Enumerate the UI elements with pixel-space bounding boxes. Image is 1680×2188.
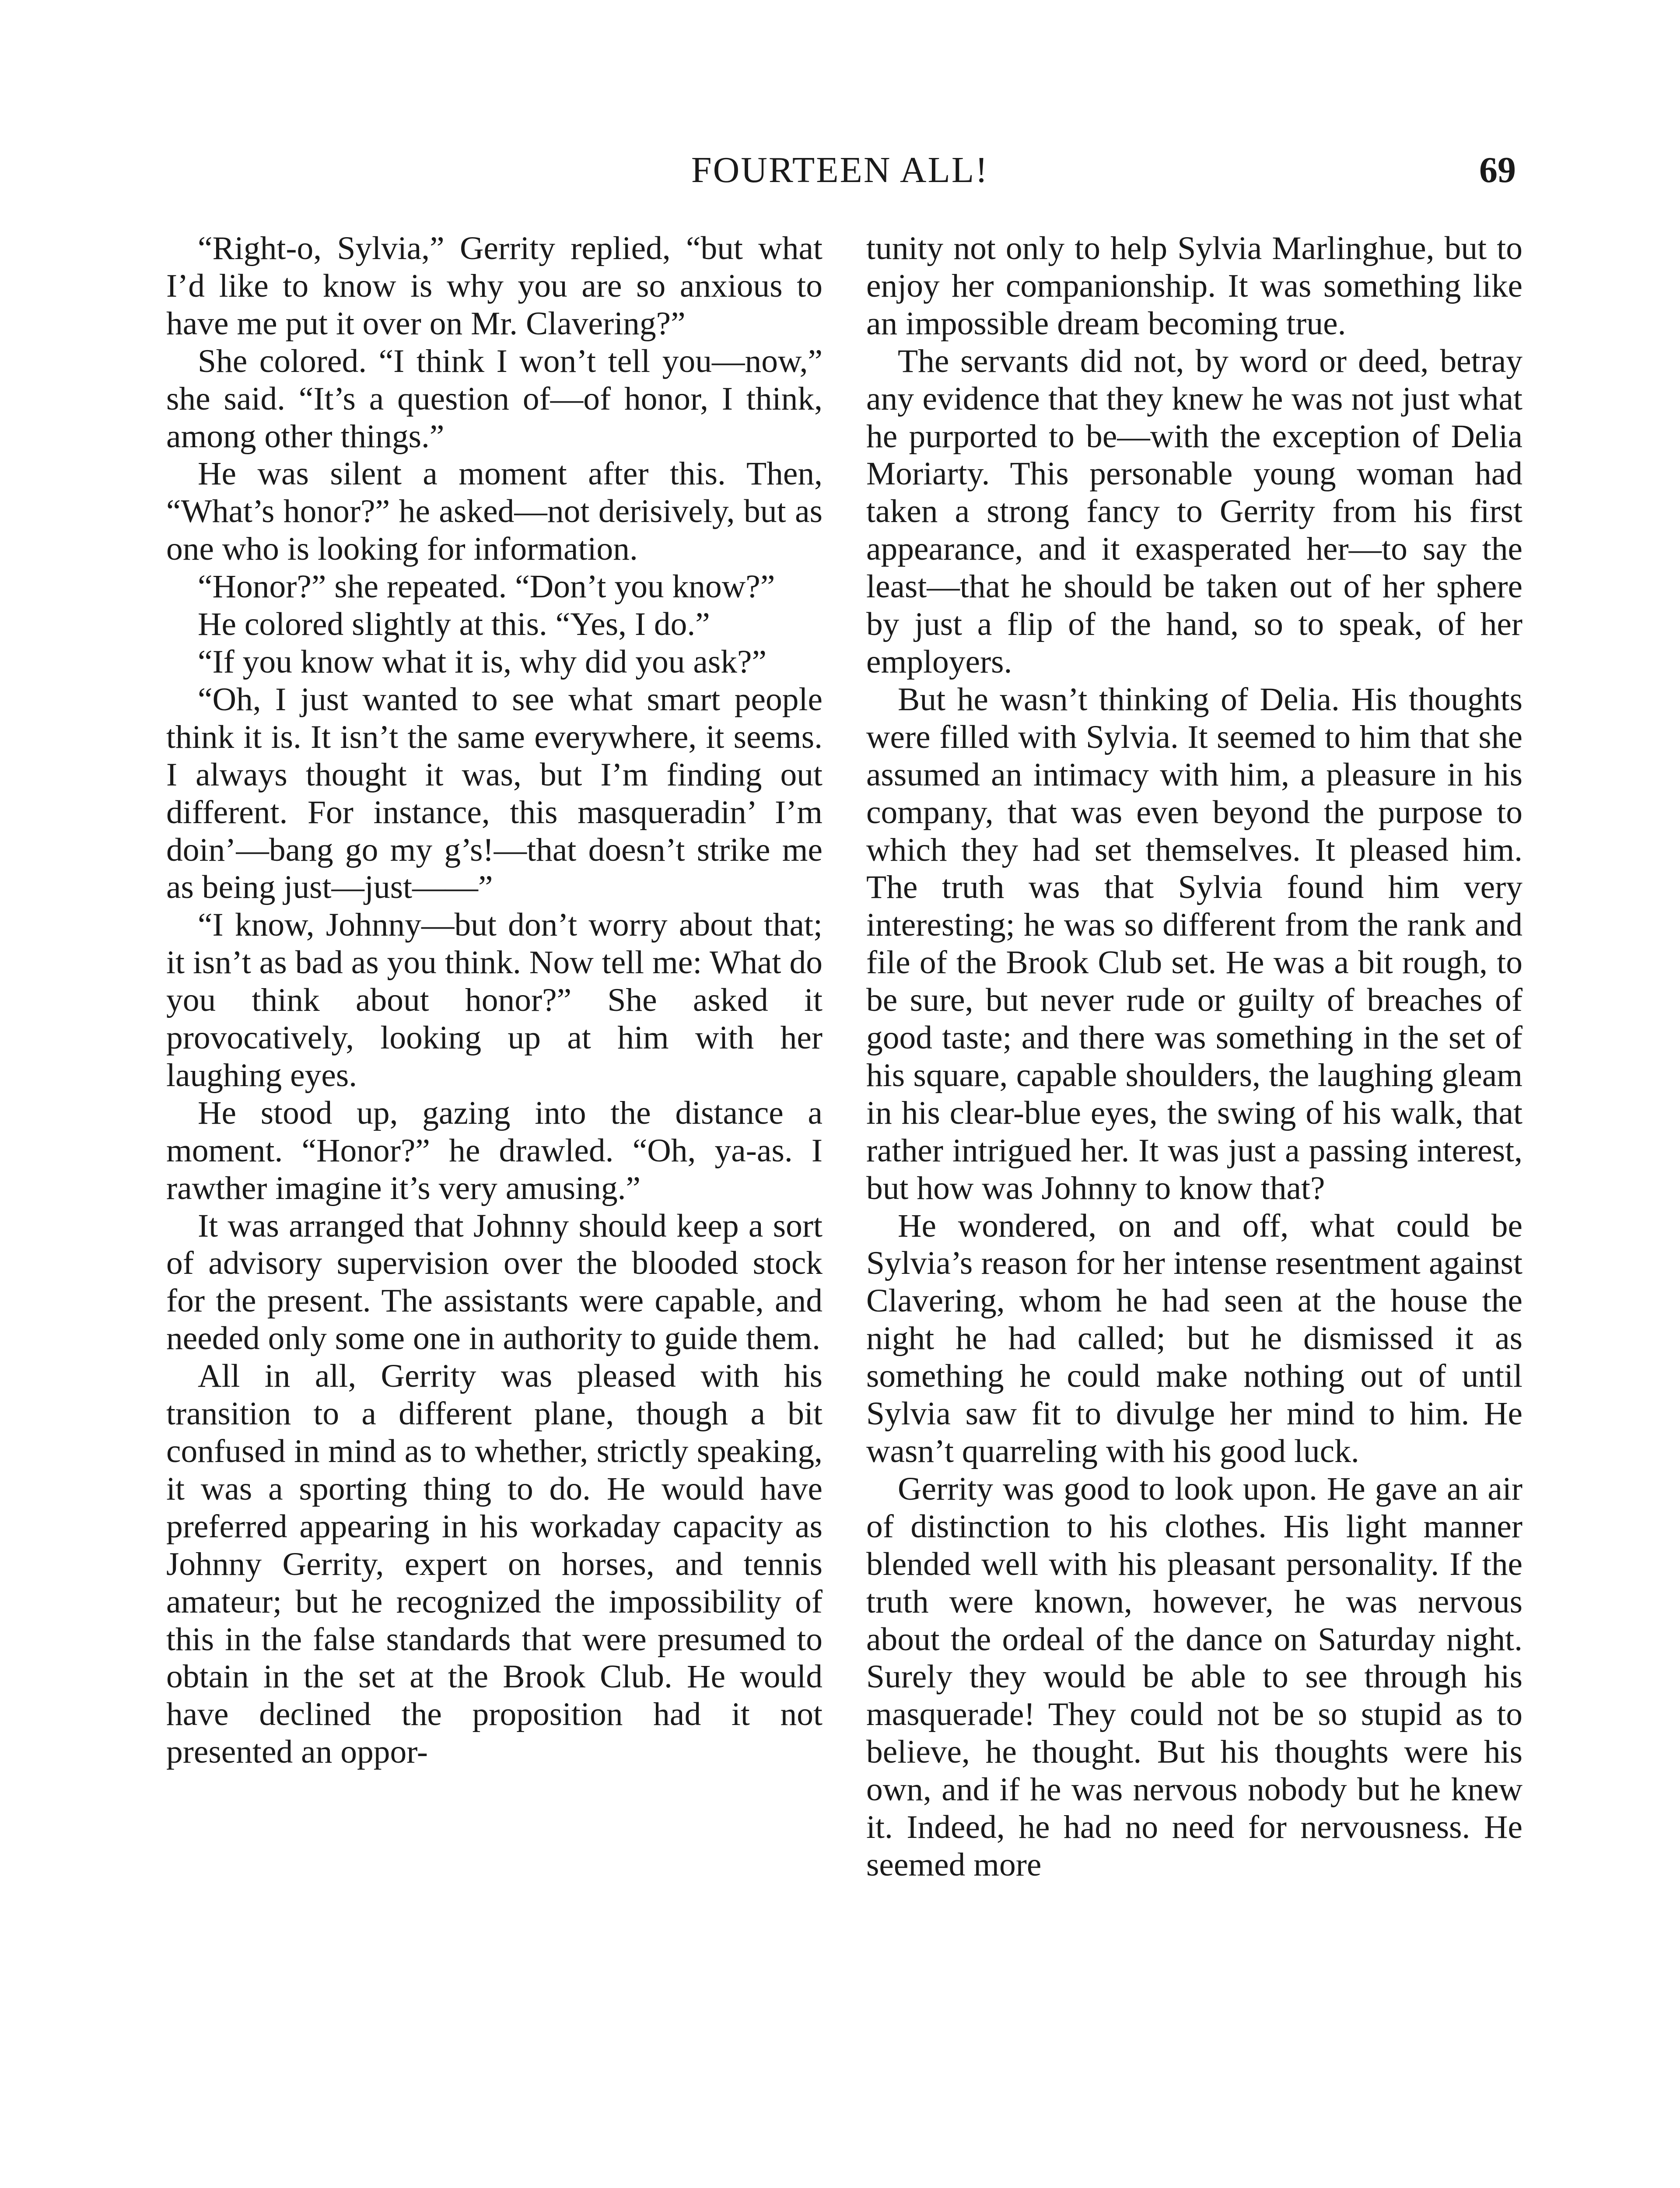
paragraph: “Oh, I just wanted to see what smart people think it is. It isn’t the same everywhere, it seems. I always thought it was, but I’m finding out different. For instance, this masqueradin’ I’m doin’—bang go my g’s!—that doesn’t strike me as being just—just——” bbox=[166, 681, 822, 906]
paragraph: He wondered, on and off, what could be Sylvia’s reason for her intense resentment against Clavering, whom he had seen at the house the night he had called; but he dismissed it as something he could make nothing out of until Sylvia saw fit to divulge her mind to him. He wasn’t quarreling with his good luck. bbox=[866, 1207, 1522, 1469]
paragraph: It was arranged that Johnny should keep a sort of advisory supervision over the blooded stock for the present. The assistants were capable, and needed only some one in authority to guide them. bbox=[166, 1207, 822, 1357]
paragraph: “I know, Johnny—but don’t worry about that; it isn’t as bad as you think. Now tell me: What do you think about honor?” She asked it provocatively, looking up at him with her laughing eyes. bbox=[166, 907, 822, 1094]
paragraph: “If you know what it is, why did you ask?” bbox=[198, 643, 767, 680]
paragraph: He colored slightly at this. “Yes, I do.” bbox=[198, 606, 710, 643]
paragraph-continuation: tunity not only to help Sylvia Marlinghue, but to enjoy her companionship. It was something like an impossible dream becoming true. bbox=[866, 230, 1522, 342]
paragraph: “Right-o, Sylvia,” Gerrity replied, “but what I’d like to know is why you are so anxious to have me put it over on Mr. Clavering?” bbox=[166, 230, 822, 342]
paragraph: He stood up, gazing into the distance a moment. “Honor?” he drawled. “Oh, ya-as. I rawther imagine it’s very amusing.” bbox=[166, 1094, 822, 1206]
left-column bbox=[166, 230, 822, 1771]
paragraph: But he wasn’t thinking of Delia. His thoughts were filled with Sylvia. It seemed to him that she assumed an intimacy with him, a pleasure in his company, that was even beyond the purpose to which they had set themselves. It pleased him. The truth was that Sylvia found him very interesting; he was so different from the rank and file of the Brook Club set. He was a bit rough, to be sure, but never rude or guilty of breaches of good taste; and there was something in the set of his square, capable shoulders, the laughing gleam in his clear-blue eyes, the swing of his walk, that rather intrigued her. It was just a passing interest, but how was Johnny to know that? bbox=[866, 681, 1522, 1206]
right-column bbox=[866, 230, 1522, 1884]
paragraph: She colored. “I think I won’t tell you—now,” she said. “It’s a question of—of honor, I think, among other things.” bbox=[166, 343, 822, 455]
running-title: FOURTEEN ALL! bbox=[691, 150, 989, 190]
paragraph: He was silent a moment after this. Then, “What’s honor?” he asked—not derisively, but as one who is looking for information. bbox=[166, 456, 822, 568]
page-header bbox=[0, 149, 1680, 201]
paragraph: All in all, Gerrity was pleased with his transition to a different plane, though a bit confused in mind as to whether, strictly speaking, it was a sporting thing to do. He would have preferred appearing in his workaday capacity as Johnny Gerrity, expert on horses, and tennis amateur; but he recognized the impossibility of this in the false standards that were presumed to obtain in the set at the Brook Club. He would have declined the proposition had it not presented an oppor- bbox=[166, 1358, 822, 1771]
paragraph: Gerrity was good to look upon. He gave an air of distinction to his clothes. His light manner blended well with his pleasant personality. If the truth were known, however, he was nervous about the ordeal of the dance on Saturday night. Surely they would be able to see through his masquerade! They could not be so stupid as to believe, he thought. But his thoughts were his own, and if he was nervous nobody but he knew it. Indeed, he had no need for nervousness. He seemed more bbox=[866, 1470, 1522, 1883]
paragraph: “Honor?” she repeated. “Don’t you know?” bbox=[198, 568, 775, 605]
page-number: 69 bbox=[1479, 150, 1516, 190]
paragraph: The servants did not, by word or deed, betray any evidence that they knew he was not just what he purported to be—with the exception of Delia Moriarty. This personable young woman had taken a strong fancy to Gerrity from his first appearance, and it exasperated her—to say the least—that he should be taken out of her sphere by just a flip of the hand, so to speak, of her employers. bbox=[866, 343, 1522, 680]
